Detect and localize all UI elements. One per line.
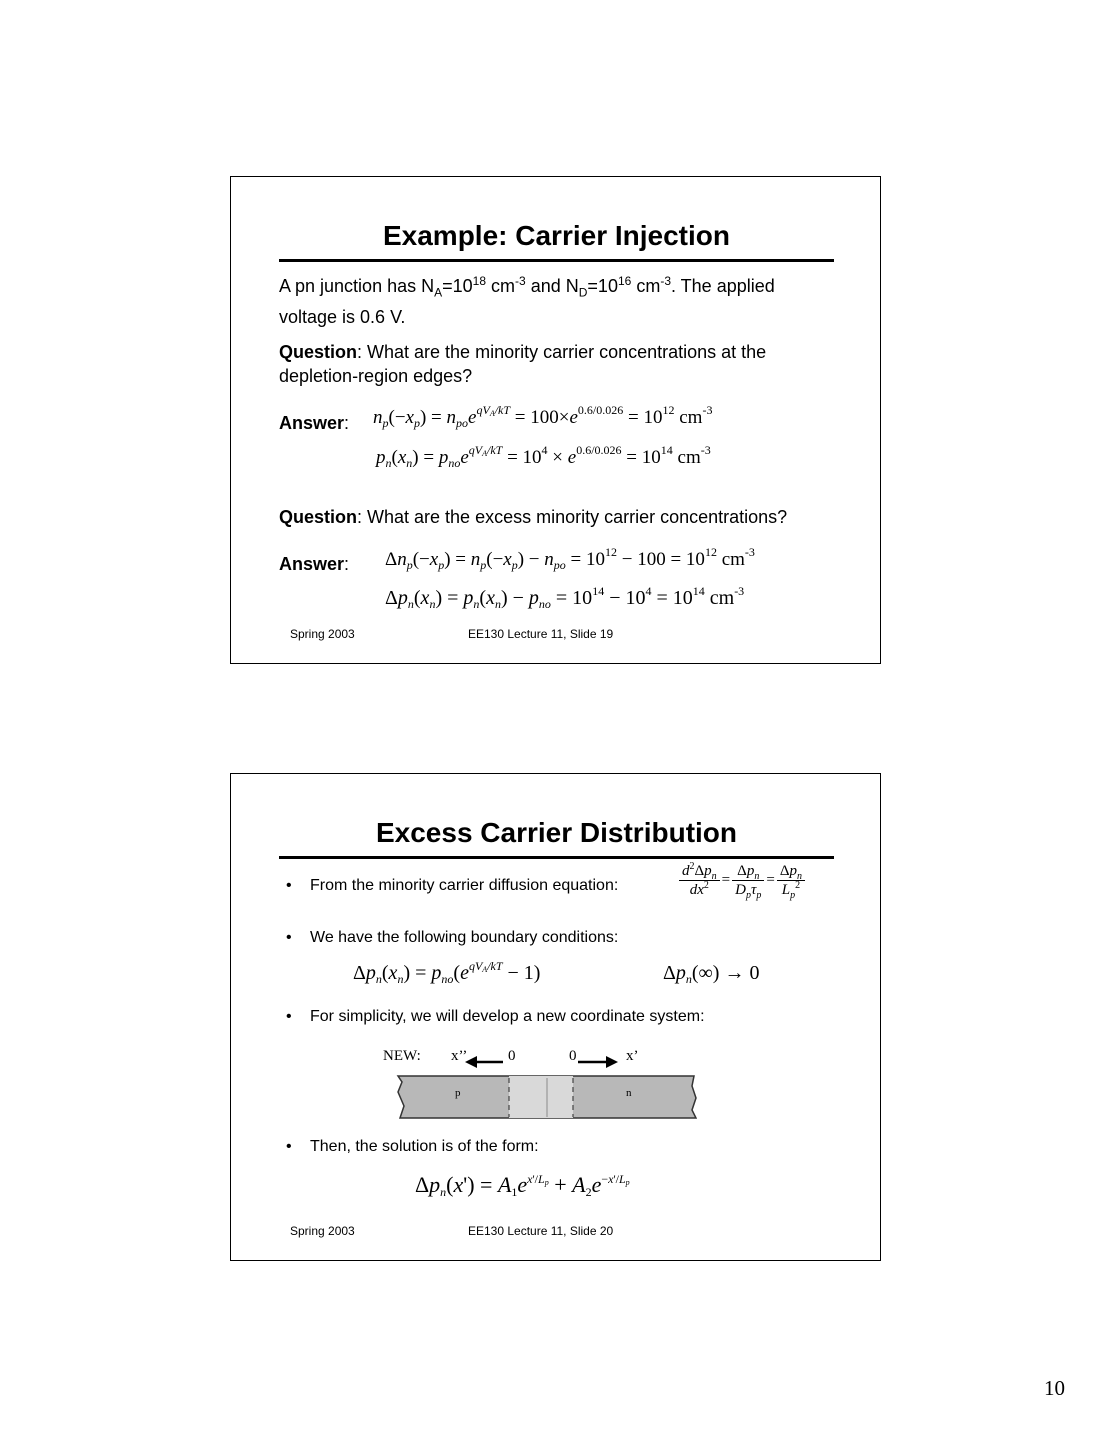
bullet-dot: •: [286, 877, 292, 894]
zero-right-label: 0: [569, 1048, 577, 1064]
bullet-diffusion: [286, 877, 619, 895]
intro-paragraph: [279, 269, 775, 329]
arrow-right-icon: [576, 1054, 618, 1070]
answer-2-label: [279, 552, 349, 576]
intro-text: =10: [587, 276, 618, 296]
exponent: -3: [660, 274, 671, 288]
bullet-dot: •: [286, 1138, 292, 1155]
new-label: NEW:: [383, 1048, 421, 1064]
intro-text: =10: [442, 276, 473, 296]
question-label: Question: [279, 342, 358, 362]
bullet-coordinate: [286, 1008, 705, 1026]
answer-colon: :: [344, 413, 350, 433]
exponent: -3: [515, 274, 526, 288]
n-region-label: n: [626, 1087, 632, 1099]
x-prime-label: x’: [626, 1048, 639, 1064]
exponent: 18: [472, 274, 487, 288]
boundary-condition-xn: $\Delta p_n(x_n) = p_{no}(e^{qV_A/kT} - 1)$: [353, 959, 541, 986]
solution-equation: $\Delta p_n(x') = A_1e^{x'/L_p} + A_2e^{-x'/L_p}$: [415, 1172, 630, 1199]
equation-pn: $p_n(x_n) = p_{no}e^{qV_A/kT} = 10^4 \times e^{0.6/0.026} = 10^{14}$ $cm^{-3}$: [376, 443, 711, 470]
slide-19: [230, 176, 881, 664]
bullet-text: Then, the solution is of the form:: [310, 1138, 539, 1155]
x-double-prime-label: x’’: [451, 1048, 468, 1064]
question-label: Question: [279, 507, 358, 527]
bullet-boundary: [286, 929, 619, 947]
answer-colon: :: [344, 554, 350, 574]
subscript-d: D: [578, 285, 588, 300]
question-text: : What are the minority carrier concentrations at the: [357, 342, 767, 362]
bullet-text: From the minority carrier diffusion equation:: [310, 877, 619, 894]
pn-junction-bar: [396, 1074, 697, 1120]
boundary-condition-infinity: $\Delta p_n(\infty) \to 0$: [663, 962, 760, 986]
intro-text: and N: [525, 276, 579, 296]
intro-text: cm: [631, 276, 661, 296]
equation-np: $n_p(-x_p) = n_{po}e^{qV_A/kT} = 100\times e^{0.6/0.026} = 10^{12}$ $cm^{-3}$: [373, 403, 713, 430]
footer-date: Spring 2003: [290, 1224, 355, 1238]
footer-date: Spring 2003: [290, 627, 355, 641]
page-number: 10: [1044, 1376, 1065, 1400]
bullet-dot: •: [286, 1008, 292, 1025]
intro-text: cm: [486, 276, 516, 296]
bullet-dot: •: [286, 929, 292, 946]
answer-label: Answer: [279, 413, 345, 433]
equation-delta-np: $\Delta n_p(-x_p) = n_p(-x_p) - n_{po} = 10^{12} - 100 = 10^{12}$ $cm^{-3}$: [385, 545, 755, 572]
question-2: [279, 505, 787, 529]
bullet-text: We have the following boundary conditions:: [310, 929, 619, 946]
footer-lecture: EE130 Lecture 11, Slide 19: [468, 627, 614, 641]
slide-20: [230, 773, 881, 1261]
subscript-a: A: [434, 285, 443, 300]
slide-title: Example: Carrier Injection: [279, 217, 834, 262]
answer-label: Answer: [279, 554, 345, 574]
question-1: [279, 340, 766, 388]
intro-text: A pn junction has N: [279, 276, 435, 296]
intro-text: . The applied: [671, 276, 775, 296]
slide-title: Excess Carrier Distribution: [279, 814, 834, 859]
question-text-line2: depletion-region edges?: [279, 366, 473, 386]
question-text: : What are the excess minority carrier concentrations?: [357, 507, 788, 527]
arrow-left-icon: [465, 1054, 505, 1070]
footer-lecture: EE130 Lecture 11, Slide 20: [468, 1224, 614, 1238]
equation-delta-pn: $\Delta p_n(x_n) = p_n(x_n) - p_{no} = 10^{14} - 10^4 = 10^{14}$ $cm^{-3}$: [385, 584, 745, 611]
exponent: 16: [617, 274, 632, 288]
diffusion-equation: $\frac{d^2\Delta p_n}{dx^2}$ = $\frac{\Delta p_n}{D_p\tau_p}$ = $\frac{\Delta p_n}{L_p^2}$: [677, 862, 807, 899]
bullet-solution: [286, 1138, 539, 1156]
p-region-label: p: [455, 1087, 461, 1099]
answer-1-label: [279, 411, 349, 435]
zero-left-label: 0: [508, 1048, 516, 1064]
intro-text-line2: voltage is 0.6 V.: [279, 306, 406, 327]
bullet-text: For simplicity, we will develop a new coordinate system:: [310, 1008, 705, 1025]
